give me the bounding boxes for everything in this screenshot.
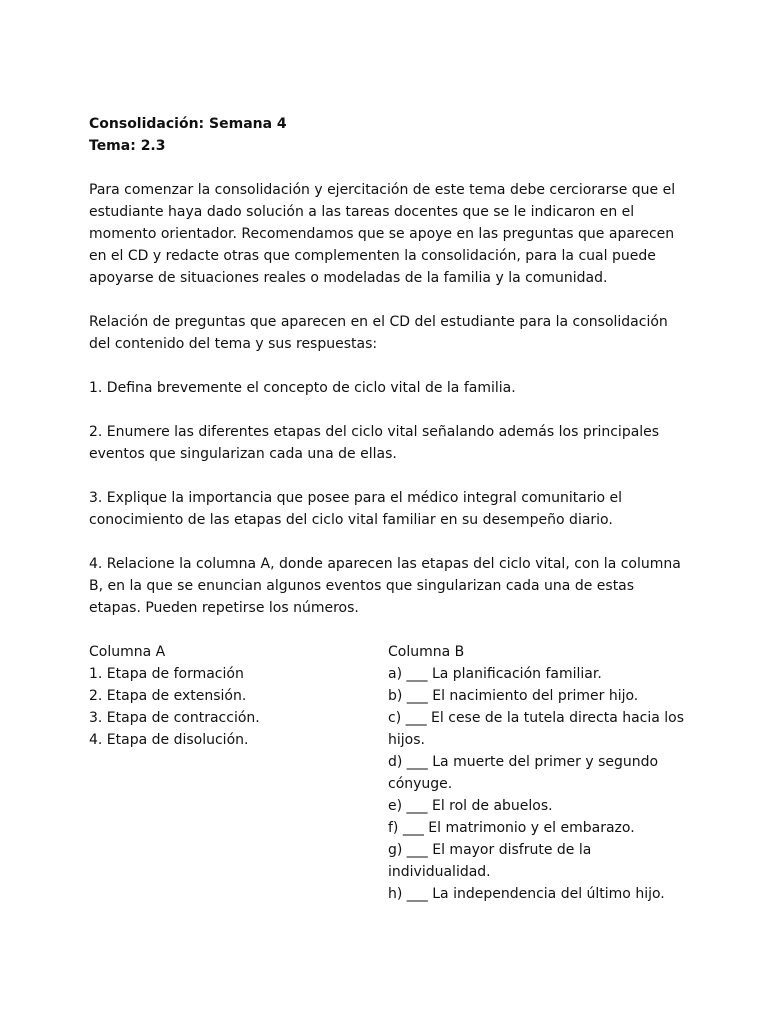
question-4: 4. Relacione la columna A, donde aparecen las etapas del ciclo vital, con la columna B, en la que se enuncian algunos eventos que singularizan cada una de estas etapas. Pueden repetirse los números.: [89, 556, 681, 616]
column-a-item: 4. Etapa de disolución.: [89, 732, 249, 748]
column-a-item: 3. Etapa de contracción.: [89, 710, 260, 726]
column-a-heading: Columna A: [89, 644, 166, 660]
column-b-heading: Columna B: [388, 644, 465, 660]
column-a: [89, 641, 379, 751]
document-page: [89, 113, 689, 905]
matching-columns: [89, 641, 689, 905]
relation-paragraph: Relación de preguntas que aparecen en el CD del estudiante para la consolidación del contenido del tema y sus respuestas:: [89, 314, 668, 352]
question-3: 3. Explique la importancia que posee para el médico integral comunitario el conocimiento de las etapas del ciclo vital familiar en su desempeño diario.: [89, 490, 623, 528]
question-2: 2. Enumere las diferentes etapas del ciclo vital señalando además los principales eventos que singularizan cada una de ellas.: [89, 424, 660, 462]
column-a-item: 2. Etapa de extensión.: [89, 688, 247, 704]
column-b-item: e) ___ El rol de abuelos.: [388, 798, 553, 814]
intro-paragraph: Para comenzar la consolidación y ejercitación de este tema debe cerciorarse que el estudiante haya dado solución a las tareas docentes que se le indicaron en el momento orientador. Recomendamos que se apoye en las preguntas que aparecen en el CD y redacte otras que complementen la consolidación, para la cual puede apoyarse de situaciones reales o modeladas de la familia y la comunidad.: [89, 182, 676, 286]
column-b-item: f) ___ El matrimonio y el embarazo.: [388, 820, 635, 836]
column-b-item: b) ___ El nacimiento del primer hijo.: [388, 688, 639, 704]
column-b-item: d) ___ La muerte del primer y segundo cónyuge.: [388, 754, 659, 792]
column-b-item: c) ___ El cese de la tutela directa hacia los hijos.: [388, 710, 685, 748]
column-b: [388, 641, 688, 905]
document-topic: Tema: 2.3: [89, 138, 166, 154]
column-b-item: a) ___ La planificación familiar.: [388, 666, 602, 682]
document-title: Consolidación: Semana 4: [89, 116, 287, 132]
column-b-item: h) ___ La independencia del último hijo.: [388, 886, 665, 902]
column-a-item: 1. Etapa de formación: [89, 666, 244, 682]
column-b-item: g) ___ El mayor disfrute de la individualidad.: [388, 842, 592, 880]
question-1: 1. Defina brevemente el concepto de ciclo vital de la familia.: [89, 380, 516, 396]
